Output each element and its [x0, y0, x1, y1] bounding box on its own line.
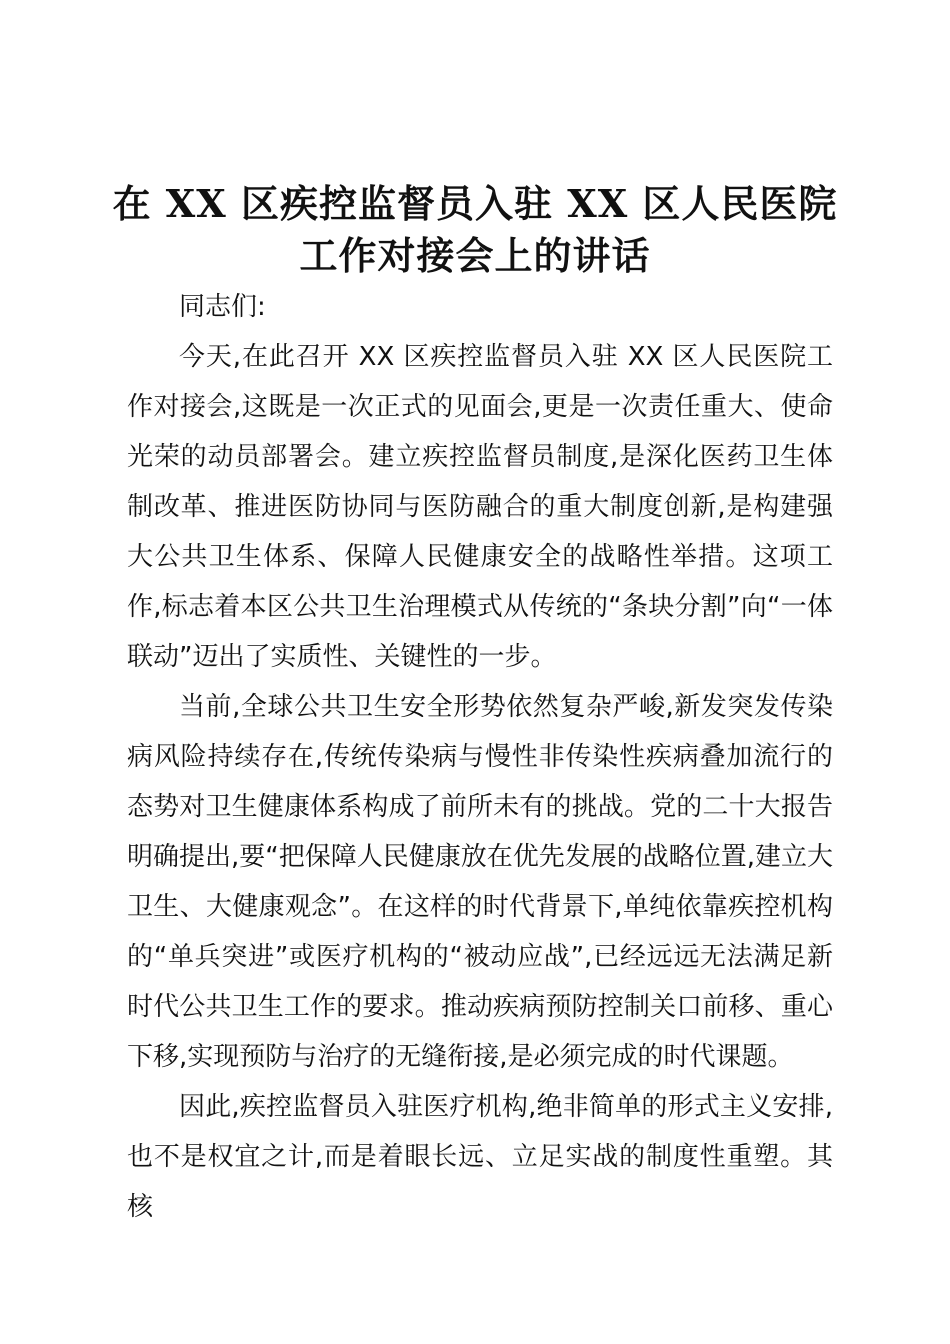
- paragraph-3: 因此,疾控监督员入驻医疗机构,绝非简单的形式主义安排,也不是权宜之计,而是着眼长远、立足实战的制度性重塑。其核: [127, 1092, 833, 1222]
- document-title: [100, 178, 850, 282]
- greeting: 同志们:: [179, 292, 266, 322]
- paragraph-1: 今天,在此召开 XX 区疾控监督员入驻 XX 区人民医院工作对接会,这既是一次正式的见面会,更是一次责任重大、使命光荣的动员部署会。建立疾控监督员制度,是深化医药卫生体制改革、推进医防协同与医防融合的重大制度创新,是构建强大公共卫生体系、保障人民健康安全的战略性举措。这项工作,标志着本区公共卫生治理模式从传统的“条块分割”向“一体联动”迈出了实质性、关键性的一步。: [127, 342, 833, 672]
- paragraph-2: 当前,全球公共卫生安全形势依然复杂严峻,新发突发传染病风险持续存在,传统传染病与慢性非传染性疾病叠加流行的态势对卫生健康体系构成了前所未有的挑战。党的二十大报告明确提出,要“把保障人民健康放在优先发展的战略位置,建立大卫生、大健康观念”。在这样的时代背景下,单纯依靠疾控机构的“单兵突进”或医疗机构的“被动应战”,已经远远无法满足新时代公共卫生工作的要求。推动疾病预防控制关口前移、重心下移,实现预防与治疗的无缝衔接,是必须完成的时代课题。: [127, 692, 833, 1072]
- document-body: [127, 282, 833, 1232]
- title-line-2: 工作对接会上的讲话: [299, 233, 651, 278]
- title-line-1: 在 XX 区疾控监督员入驻 XX 区人民医院: [112, 181, 838, 226]
